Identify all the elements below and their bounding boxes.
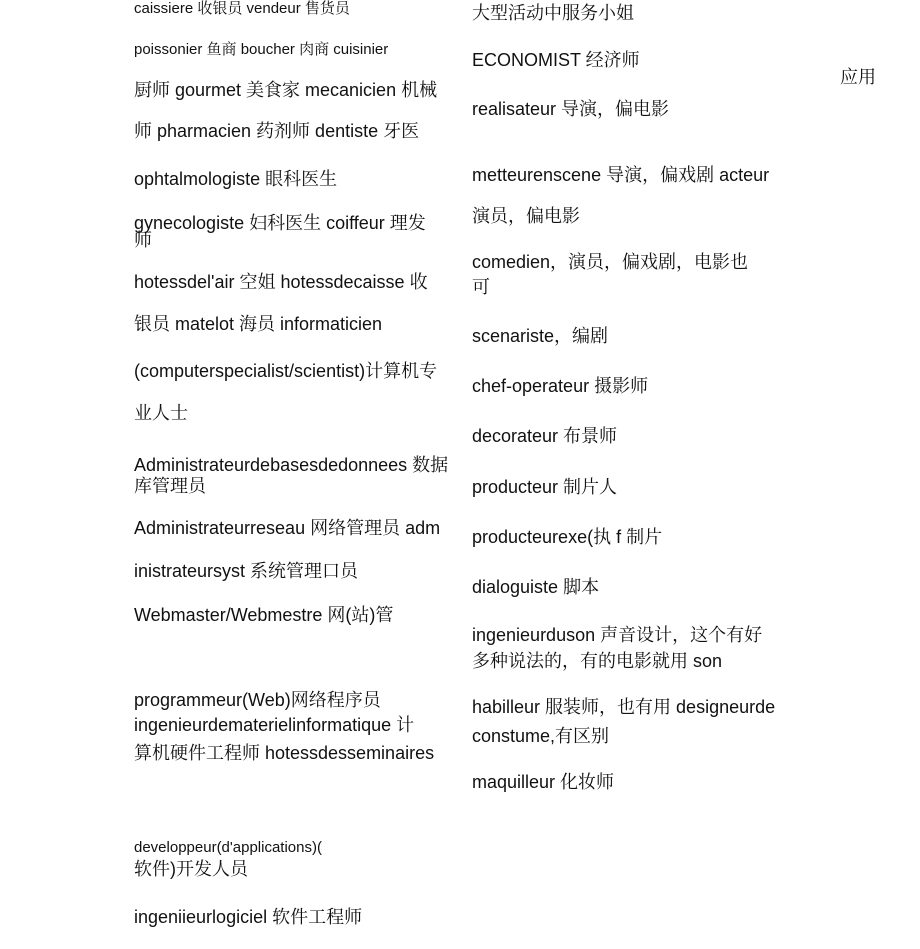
text-line: dialoguiste 脚本 — [472, 577, 600, 597]
text-line: 师 — [134, 230, 152, 250]
text-line: ingeniieurlogiciel 软件工程师 — [134, 907, 363, 927]
text-line: 银员 matelot 海员 informaticien — [134, 314, 383, 334]
text-line: 算机硬件工程师 hotessdesseminaires — [134, 743, 435, 763]
text-line: scenariste，编剧 — [472, 326, 609, 346]
text-line: chef-operateur 摄影师 — [472, 376, 649, 396]
text-line: 库管理员 — [134, 476, 206, 496]
margin-note: 应用 — [840, 67, 876, 87]
text-line: 演员，偏电影 — [472, 206, 580, 226]
text-line: habilleur 服装师，也有用 designeurde — [472, 697, 776, 717]
text-line: (computerspecialist/scientist)计算机专 — [134, 361, 438, 381]
text-line: inistrateursyst 系统管理口员 — [134, 561, 359, 581]
text-line: metteurenscene 导演，偏戏剧 acteur — [472, 165, 770, 185]
text-line: programmeur(Web)网络程序员 — [134, 690, 381, 710]
text-line: 大型活动中服务小姐 — [472, 3, 634, 23]
text-line: Administrateurdebasesdedonnees 数据 — [134, 455, 449, 475]
text-line: gynecologiste 妇科医生 coiffeur 理发 — [134, 213, 426, 233]
text-line: producteur 制片人 — [472, 477, 618, 497]
text-line: producteurexe(执 f 制片 — [472, 527, 663, 547]
text-line: ingenieurdematerielinformatique 计 — [134, 715, 415, 735]
text-line: 业人士 — [134, 403, 188, 423]
text-line: poissonier 鱼商 boucher 肉商 cuisinier — [134, 41, 389, 58]
text-line: decorateur 布景师 — [472, 426, 618, 446]
text-line: ophtalmologiste 眼科医生 — [134, 169, 338, 189]
text-line: maquilleur 化妆师 — [472, 772, 615, 792]
text-line: ECONOMIST 经济师 — [472, 50, 640, 70]
text-line: comedien，演员，偏戏剧，电影也 — [472, 252, 749, 272]
text-line: Webmaster/Webmestre 网(站)管 — [134, 605, 394, 625]
text-line: ingenieurduson 声音设计，这个有好 — [472, 625, 763, 645]
text-line: hotessdel'air 空姐 hotessdecaisse 收 — [134, 272, 428, 292]
text-line: realisateur 导演，偏电影 — [472, 99, 670, 119]
text-line: 厨师 gourmet 美食家 mecanicien 机械 — [134, 80, 438, 100]
text-line: 可 — [472, 277, 490, 297]
text-line: constume,有区别 — [472, 726, 610, 746]
text-line: 师 pharmacien 药剂师 dentiste 牙医 — [134, 121, 420, 141]
text-line: developpeur(d'applications)( — [134, 839, 322, 856]
text-line: caissiere 收银员 vendeur 售货员 — [134, 0, 350, 17]
text-line: Administrateurreseau 网络管理员 adm — [134, 518, 441, 538]
text-line: 多种说法的，有的电影就用 son — [472, 651, 723, 671]
text-line: 软件)开发人员 — [134, 859, 248, 879]
